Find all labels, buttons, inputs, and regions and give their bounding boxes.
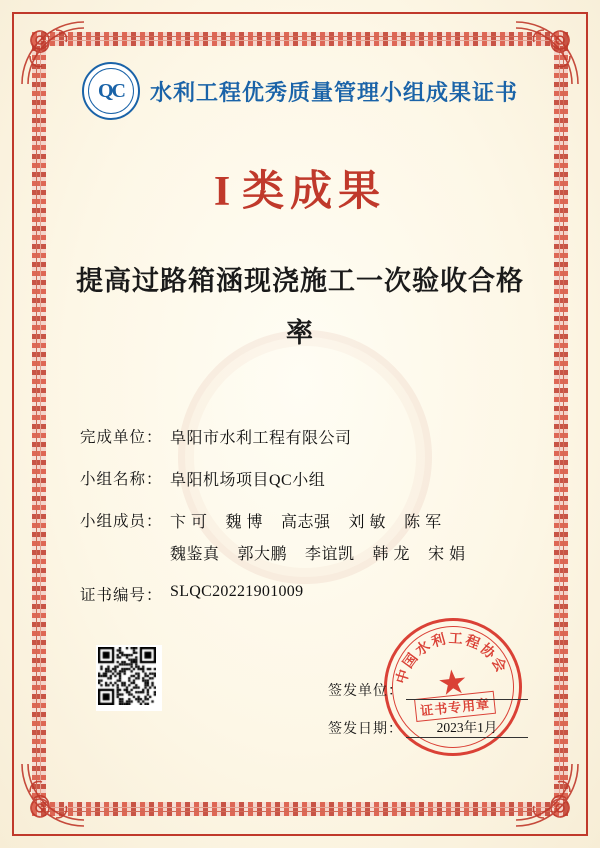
- seal-arc-text: 中国水利工程协会: [394, 631, 509, 686]
- grade-label: 类成果: [242, 169, 387, 215]
- certificate-title: 水利工程优秀质量管理小组成果证书: [149, 79, 518, 105]
- field-row-members: [80, 509, 540, 564]
- list-item: 韩 龙: [372, 546, 411, 563]
- qr-code-canvas: [98, 647, 156, 705]
- issuer-value: [406, 680, 528, 700]
- field-row-certificate-number: [80, 583, 540, 605]
- certificate-header: [0, 62, 600, 120]
- list-item: 陈 军: [404, 514, 442, 531]
- field-row-team-name: [80, 467, 540, 490]
- list-item: 魏 博: [225, 514, 264, 531]
- list-item: 郭大鹏: [237, 546, 288, 563]
- signature-block: [328, 680, 528, 754]
- issue-date-label: 签发日期：: [328, 722, 403, 737]
- emblem-glyph: QC: [97, 79, 124, 102]
- list-item: 高志强: [281, 514, 331, 531]
- corner-flourish-bottom-right-icon: [510, 758, 584, 832]
- unit-value: 阜阳市水利工程有限公司: [170, 430, 352, 447]
- seal-band-text: 证书专用章: [414, 691, 496, 722]
- members-line-2: [170, 541, 540, 564]
- members-line-1: [170, 509, 540, 532]
- grade-roman-numeral: I: [213, 169, 237, 215]
- members-label: 小组成员：: [80, 513, 163, 530]
- issuer-label: 签发单位：: [328, 684, 403, 699]
- certificate-number-value: SLQC20221901009: [170, 583, 304, 600]
- members-value: [170, 509, 540, 564]
- team-name-value: 阜阳机场项目QC小组: [170, 472, 326, 489]
- field-row-unit: [80, 425, 540, 448]
- issue-date-value: 2023年1月: [406, 716, 528, 738]
- list-item: 宋 娟: [428, 546, 466, 563]
- corner-flourish-bottom-left-icon: [16, 758, 90, 832]
- list-item: 李谊凯: [305, 546, 355, 563]
- grade-heading: [0, 158, 600, 218]
- team-name-label: 小组名称：: [80, 471, 163, 488]
- list-item: 刘 敏: [348, 514, 387, 531]
- water-resources-emblem-icon: [82, 62, 140, 120]
- qr-code-icon[interactable]: [96, 645, 162, 711]
- project-subject-title: 提高过路箱涵现浇施工一次验收合格率: [76, 266, 524, 348]
- list-item: 魏鉴真: [170, 546, 220, 563]
- certificate-number-label: 证书编号：: [80, 587, 163, 604]
- red-star-icon: ★: [435, 662, 470, 704]
- certificate-fields: [80, 425, 540, 624]
- unit-label: 完成单位：: [80, 429, 163, 446]
- issue-date-row: [328, 716, 528, 738]
- issuer-row: [328, 680, 528, 700]
- list-item: 卞 可: [170, 514, 208, 531]
